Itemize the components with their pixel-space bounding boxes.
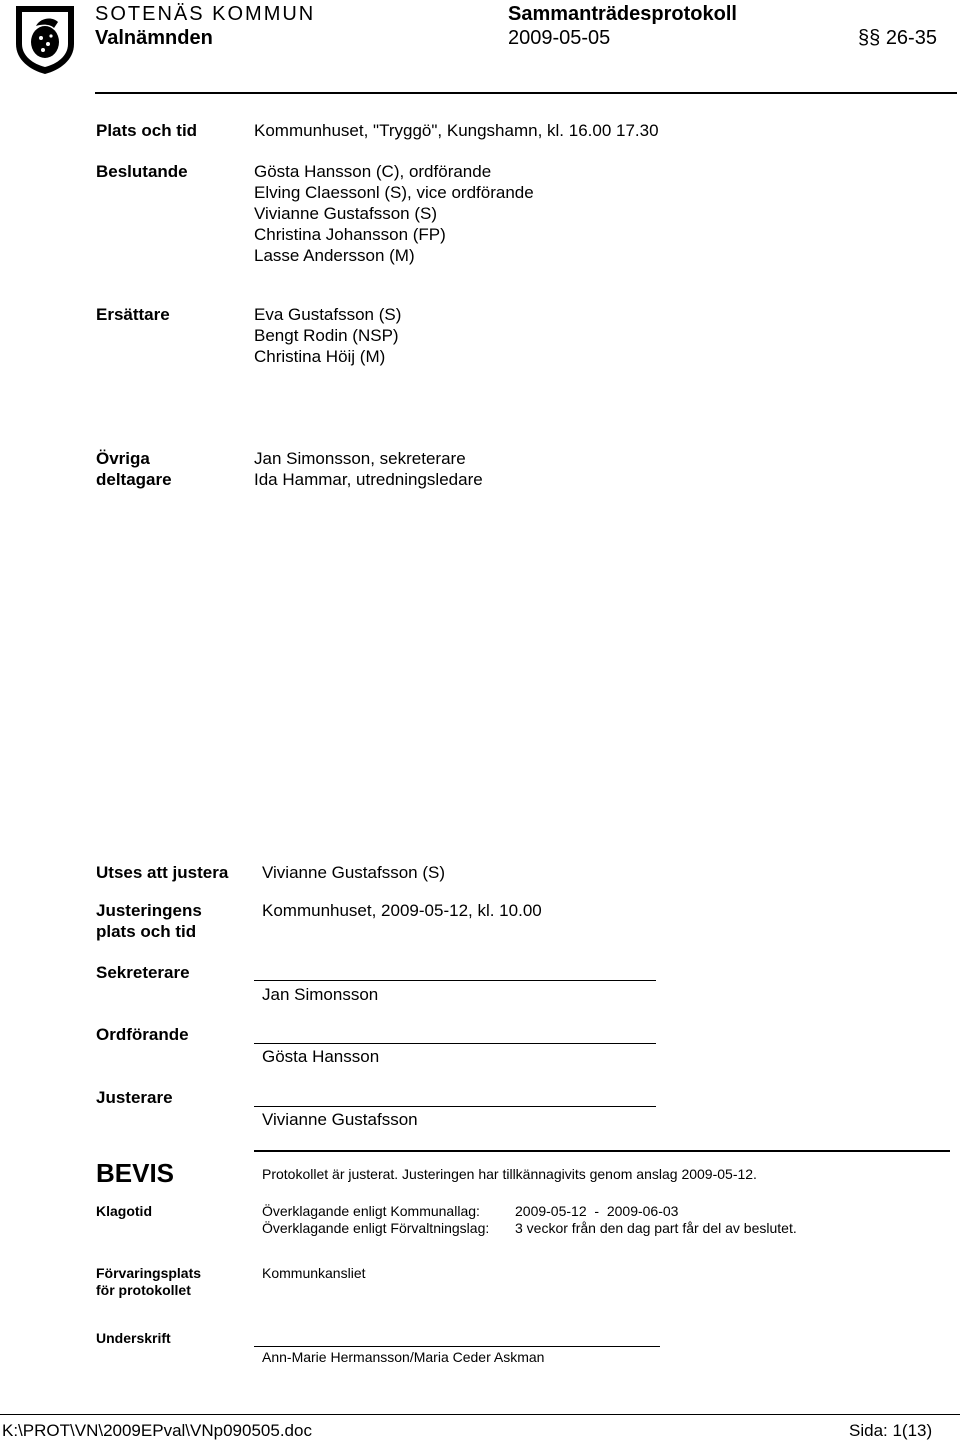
member-item: Gösta Hansson (C), ordförande	[254, 162, 492, 181]
participant-item: Ida Hammar, utredningsledare	[254, 470, 483, 489]
file-path: K:\PROT\VN\2009EPval\VNp090505.doc	[2, 1421, 312, 1440]
appointed-adjuster-label: Utses att justera	[96, 863, 229, 882]
chair-name: Gösta Hansson	[262, 1047, 380, 1066]
member-item: Elving Claessonl (S), vice ordförande	[254, 183, 534, 202]
appeal-row2-value: 3 veckor från den dag part får del av beslutet.	[515, 1220, 797, 1236]
adjustment-place-label-line2: plats och tid	[96, 922, 197, 941]
footer-divider	[0, 1414, 960, 1415]
member-item: Vivianne Gustafsson (S)	[254, 204, 437, 223]
appeal-row1-label: Överklagande enligt Kommunallag:	[262, 1203, 480, 1219]
appeal-row1-value: 2009-05-12 - 2009-06-03	[515, 1203, 679, 1219]
adjuster-signature-line	[254, 1106, 656, 1107]
paragraph-range	[858, 26, 937, 50]
storage-label	[96, 1265, 201, 1299]
certificate-divider	[254, 1150, 950, 1152]
member-item: Lasse Andersson (M)	[254, 246, 415, 265]
adjuster-label: Justerare	[96, 1088, 173, 1107]
substitute-item: Bengt Rodin (NSP)	[254, 326, 399, 345]
place-label: Plats och tid	[96, 121, 198, 140]
member-item: Christina Johansson (FP)	[254, 225, 446, 244]
document-type: Sammanträdesprotokoll	[508, 3, 737, 25]
chair-label: Ordförande	[96, 1025, 189, 1044]
secretary-name: Jan Simonsson	[262, 985, 379, 1004]
secretary-label: Sekreterare	[96, 963, 190, 982]
participant-item: Jan Simonsson, sekreterare	[254, 449, 466, 468]
municipality-name: SOTENÄS KOMMUN	[95, 3, 316, 25]
signature-label: Underskrift	[96, 1330, 171, 1346]
adjuster-name: Vivianne Gustafsson	[262, 1110, 418, 1129]
decision-members	[254, 161, 534, 266]
others-list	[254, 448, 483, 490]
substitute-item: Eva Gustafsson (S)	[254, 305, 402, 324]
others-label-line2: deltagare	[96, 470, 172, 489]
appeal-row2-label: Överklagande enligt Förvaltningslag:	[262, 1220, 490, 1236]
paragraph-numbers: 26-35	[885, 27, 937, 49]
certificate-title: BEVIS	[96, 1158, 175, 1188]
crest-shield-icon	[14, 4, 76, 76]
appeal-label: Klagotid	[96, 1203, 152, 1219]
decision-label: Beslutande	[96, 162, 188, 181]
adjustment-place-label-line1: Justeringens	[96, 901, 202, 920]
page-number: Sida: 1(13)	[849, 1421, 933, 1440]
adjustment-place-label	[96, 900, 202, 942]
signature-name: Ann-Marie Hermansson/Maria Ceder Askman	[262, 1349, 545, 1365]
section-sign-icon: §§	[858, 27, 886, 49]
adjustment-place-value: Kommunhuset, 2009-05-12, kl. 10.00	[262, 901, 542, 920]
others-label-line1: Övriga	[96, 449, 150, 468]
storage-value: Kommunkansliet	[262, 1265, 366, 1281]
committee-name: Valnämnden	[95, 27, 213, 49]
certificate-text: Protokollet är justerat. Justeringen har tillkännagivits genom anslag 2009-05-12.	[262, 1166, 757, 1182]
municipality-crest	[14, 4, 76, 76]
appointed-adjuster-value: Vivianne Gustafsson (S)	[262, 863, 445, 882]
signature-line	[254, 1346, 660, 1347]
substitutes-list	[254, 304, 401, 367]
meeting-date: 2009-05-05	[508, 27, 611, 49]
header-divider	[95, 92, 957, 94]
secretary-signature-line	[254, 980, 656, 981]
storage-label-line2: för protokollet	[96, 1282, 191, 1298]
storage-label-line1: Förvaringsplats	[96, 1265, 202, 1281]
chair-signature-line	[254, 1043, 656, 1044]
place-value: Kommunhuset, "Tryggö", Kungshamn, kl. 16.00 17.30	[254, 121, 659, 140]
substitute-item: Christina Höij (M)	[254, 347, 386, 366]
others-label	[96, 448, 172, 490]
substitutes-label: Ersättare	[96, 305, 170, 324]
